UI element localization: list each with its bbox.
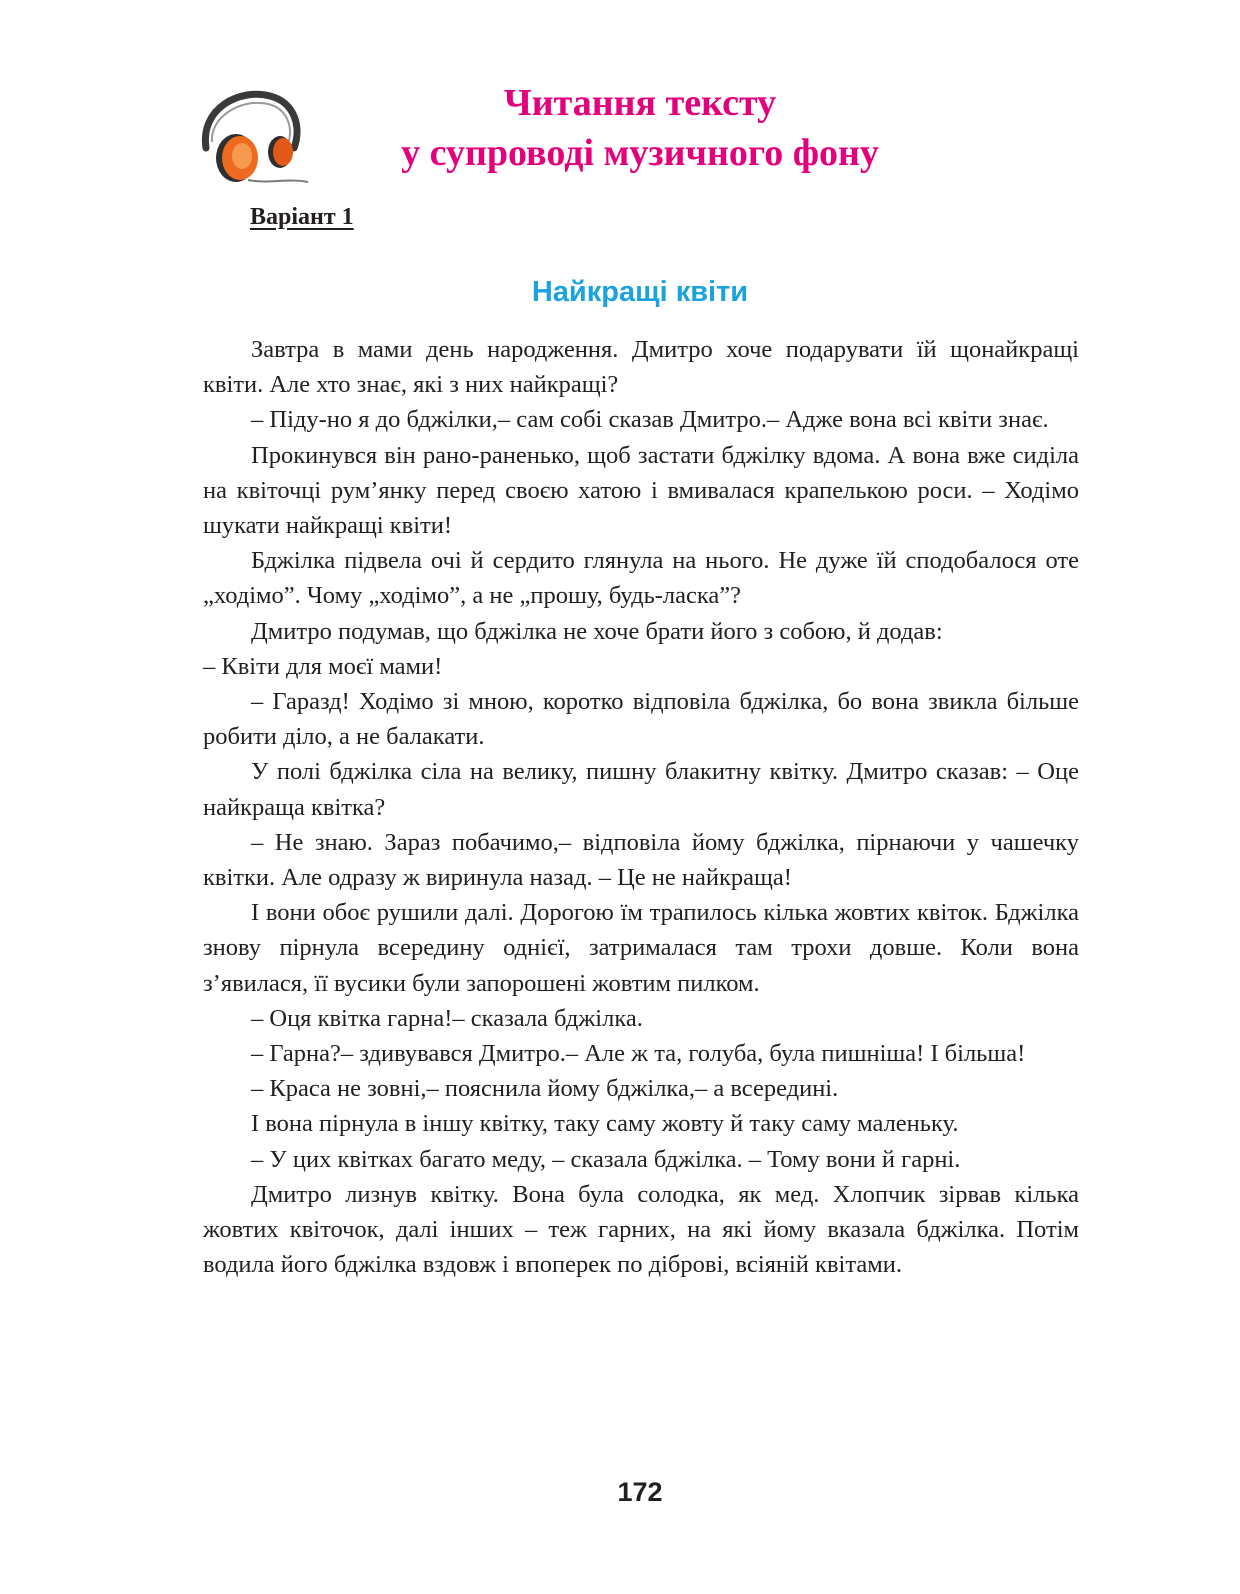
page-number: 172	[617, 1477, 663, 1507]
paragraph: Дмитро подумав, що бджілка не хоче брати його з собою, й додав:	[251, 617, 943, 645]
page-title	[300, 78, 980, 178]
page-title-line-1: Читання тексту	[503, 82, 777, 124]
paragraph: – У цих квітках багато меду, – сказала бджілка. – Тому вони й гарні.	[251, 1145, 961, 1173]
variant-label: Варіант 1	[250, 204, 354, 230]
paragraph: – Краса не зовні,– пояснила йому бджілка,– а всередині.	[251, 1075, 839, 1103]
paragraph: – Гаразд! Ходімо зі мною, коротко відповіла бджілка, бо вона звикла більше робити діло, а не балакати.	[203, 688, 1079, 751]
paragraph: Бджілка підвела очі й сердито глянула на нього. Не дуже їй сподобалося оте „ходімо”. Чому „ходімо”, а не „прошу, будь-ласка”?	[203, 547, 1079, 610]
paragraph: Прокинувся він рано-раненько, щоб застати бджілку вдома. А вона вже сиділа на квіточці рум’янку перед своєю хатою і вмивалася крапелькою роси. – Ходімо шукати найкращі квіти!	[203, 441, 1079, 540]
paragraph: Дмитро лизнув квітку. Вона була солодка, як мед. Хлопчик зірвав кілька жовтих квіточок, далі інших – теж гарних, на які йому вказала бджілка. Потім водила його бджілка вздовж і впоперек по діброві, всіяній квітами.	[203, 1180, 1079, 1279]
paragraph: У полі бджілка сіла на велику, пишну блакитну квітку. Дмитро сказав: – Оце найкраща квітка?	[203, 758, 1079, 821]
paragraph: Завтра в мами день народження. Дмитро хоче подарувати їй щонайкращі квіти. Але хто знає, які з них найкращі?	[203, 336, 1079, 399]
paragraph: – Гарна?– здивувався Дмитро.– Але ж та, голуба, була пишніша! І більша!	[251, 1040, 1026, 1068]
paragraph: – Оця квітка гарна!– сказала бджілка.	[251, 1004, 643, 1032]
page-title-line-2: у супроводі музичного фону	[401, 132, 879, 174]
paragraph: І вони обоє рушили далі. Дорогою їм трапилось кілька жовтих квіток. Бджілка знову пірнула всередину однієї, затрималася там трохи довше. Коли вона з’явилася, її вусики були запорошені жовтим пилком.	[203, 899, 1079, 997]
story-title: Найкращі квіти	[531, 276, 749, 308]
story-text	[203, 332, 1079, 1282]
paragraph: І вона пірнула в іншу квітку, таку саму жовту й таку саму маленьку.	[251, 1110, 959, 1138]
paragraph: – Піду-но я до бджілки,– сам собі сказав Дмитро.– Адже вона всі квіти знає.	[251, 406, 1049, 434]
headphones-icon	[198, 86, 310, 186]
paragraph: – Не знаю. Зараз побачимо,– відповіла йому бджілка, пірнаючи у чашечку квітки. Але одразу ж виринула назад. – Це не найкраща!	[203, 828, 1079, 892]
paragraph: – Квіти для моєї мами!	[203, 652, 443, 680]
